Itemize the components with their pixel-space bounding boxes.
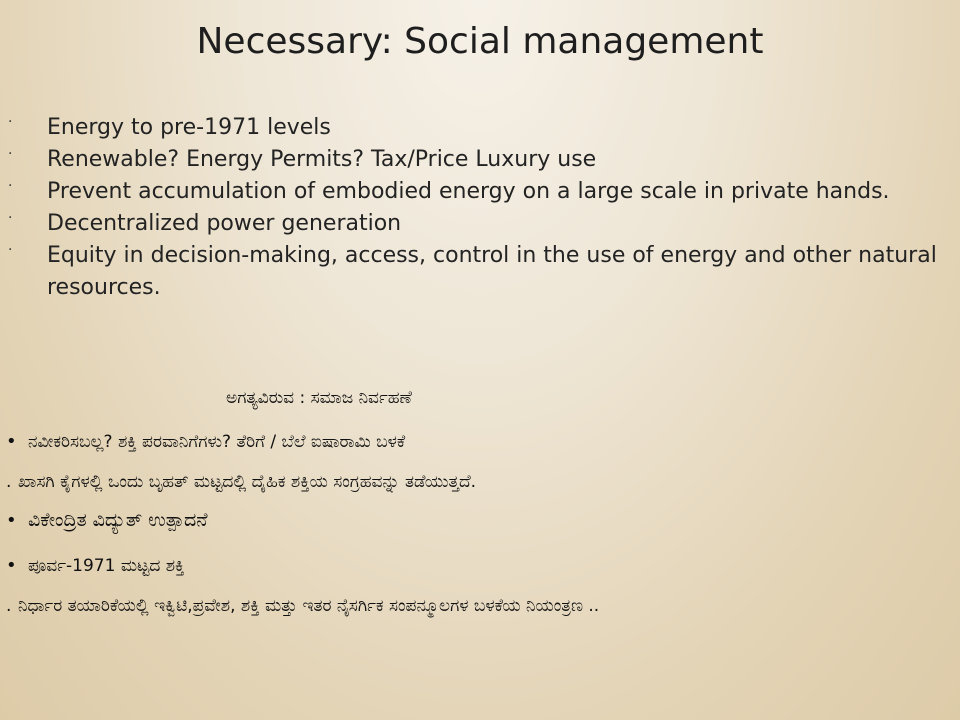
english-bullet-item [0, 112, 960, 144]
english-bullet-list [0, 112, 960, 304]
kannada-bullet-text: ನವೀಕರಿಸಬಲ್ಲ? ಶಕ್ತಿ ಪರವಾನಿಗೆಗಳು? ತೆರಿಗೆ / ಬೆಲೆ ಐಷಾರಾಮಿ ಬಳಕೆ [28, 432, 406, 452]
kannada-bullet-item [6, 470, 476, 494]
kannada-bullet-item [6, 508, 208, 533]
english-bullet-text: Decentralized power generation [47, 211, 402, 236]
kannada-bullet-text: ಪೂರ್ವ-1971 ಮಟ್ಟದ ಶಕ್ತಿ [28, 556, 185, 576]
bullet-dot-icon: · [8, 242, 13, 258]
english-bullet-text: Prevent accumulation of embodied energy on a large scale in private hands. [47, 179, 890, 204]
kannada-heading: ಅಗತ್ಯವಿರುವ : ಸಮಾಜ ನಿರ್ವಹಣೆ [226, 388, 412, 408]
english-bullet-item [0, 144, 960, 176]
english-bullet-item [0, 240, 960, 304]
bullet-dot-icon: · [8, 210, 13, 226]
english-bullet-text: Equity in decision-making, access, control in the use of energy and other natural resources. [47, 243, 937, 300]
kannada-bullet-text: ವಿಕೇಂದ್ರಿತ ವಿದ್ಯುತ್ ಉತ್ಪಾದನೆ [28, 509, 208, 531]
kannada-bullet-text: ನಿರ್ಧಾರ ತಯಾರಿಕೆಯಲ್ಲಿ ಇಕ್ವಿಟಿ,ಪ್ರವೇಶ, ಶಕ್ತಿ ಮತ್ತು ಇತರ ನೈಸರ್ಗಿಕ ಸಂಪನ್ಮೂಲಗಳ ಬಳಕೆಯ ನಿಯಂತ್ರಣ .. [18, 596, 600, 616]
english-bullet-item [0, 208, 960, 240]
kannada-bullet-marker: • [6, 431, 17, 452]
kannada-bullet-marker: • [6, 510, 17, 531]
kannada-bullet-marker: . [6, 472, 12, 492]
slide-title: Necessary: Social management [196, 21, 764, 62]
bullet-dot-icon: · [8, 114, 13, 130]
kannada-bullet-marker: • [6, 555, 17, 576]
kannada-bullet-item [6, 554, 184, 578]
bullet-dot-icon: · [8, 146, 13, 162]
kannada-bullet-text: ಖಾಸಗಿ ಕೈಗಳಲ್ಲಿ ಒಂದು ಬೃಹತ್ ಮಟ್ಟದಲ್ಲಿ ದೈಹಿಕ ಶಕ್ತಿಯ ಸಂಗ್ರಹವನ್ನು ತಡೆಯುತ್ತದೆ. [18, 472, 477, 492]
english-bullet-text: Energy to pre-1971 levels [47, 115, 331, 140]
english-bullet-item [0, 176, 960, 208]
kannada-bullet-item [6, 430, 405, 454]
kannada-bullet-item [6, 594, 599, 618]
bullet-dot-icon: · [8, 178, 13, 194]
kannada-bullet-marker: . [6, 596, 12, 616]
english-bullet-text: Renewable? Energy Permits? Tax/Price Luxury use [47, 147, 597, 172]
